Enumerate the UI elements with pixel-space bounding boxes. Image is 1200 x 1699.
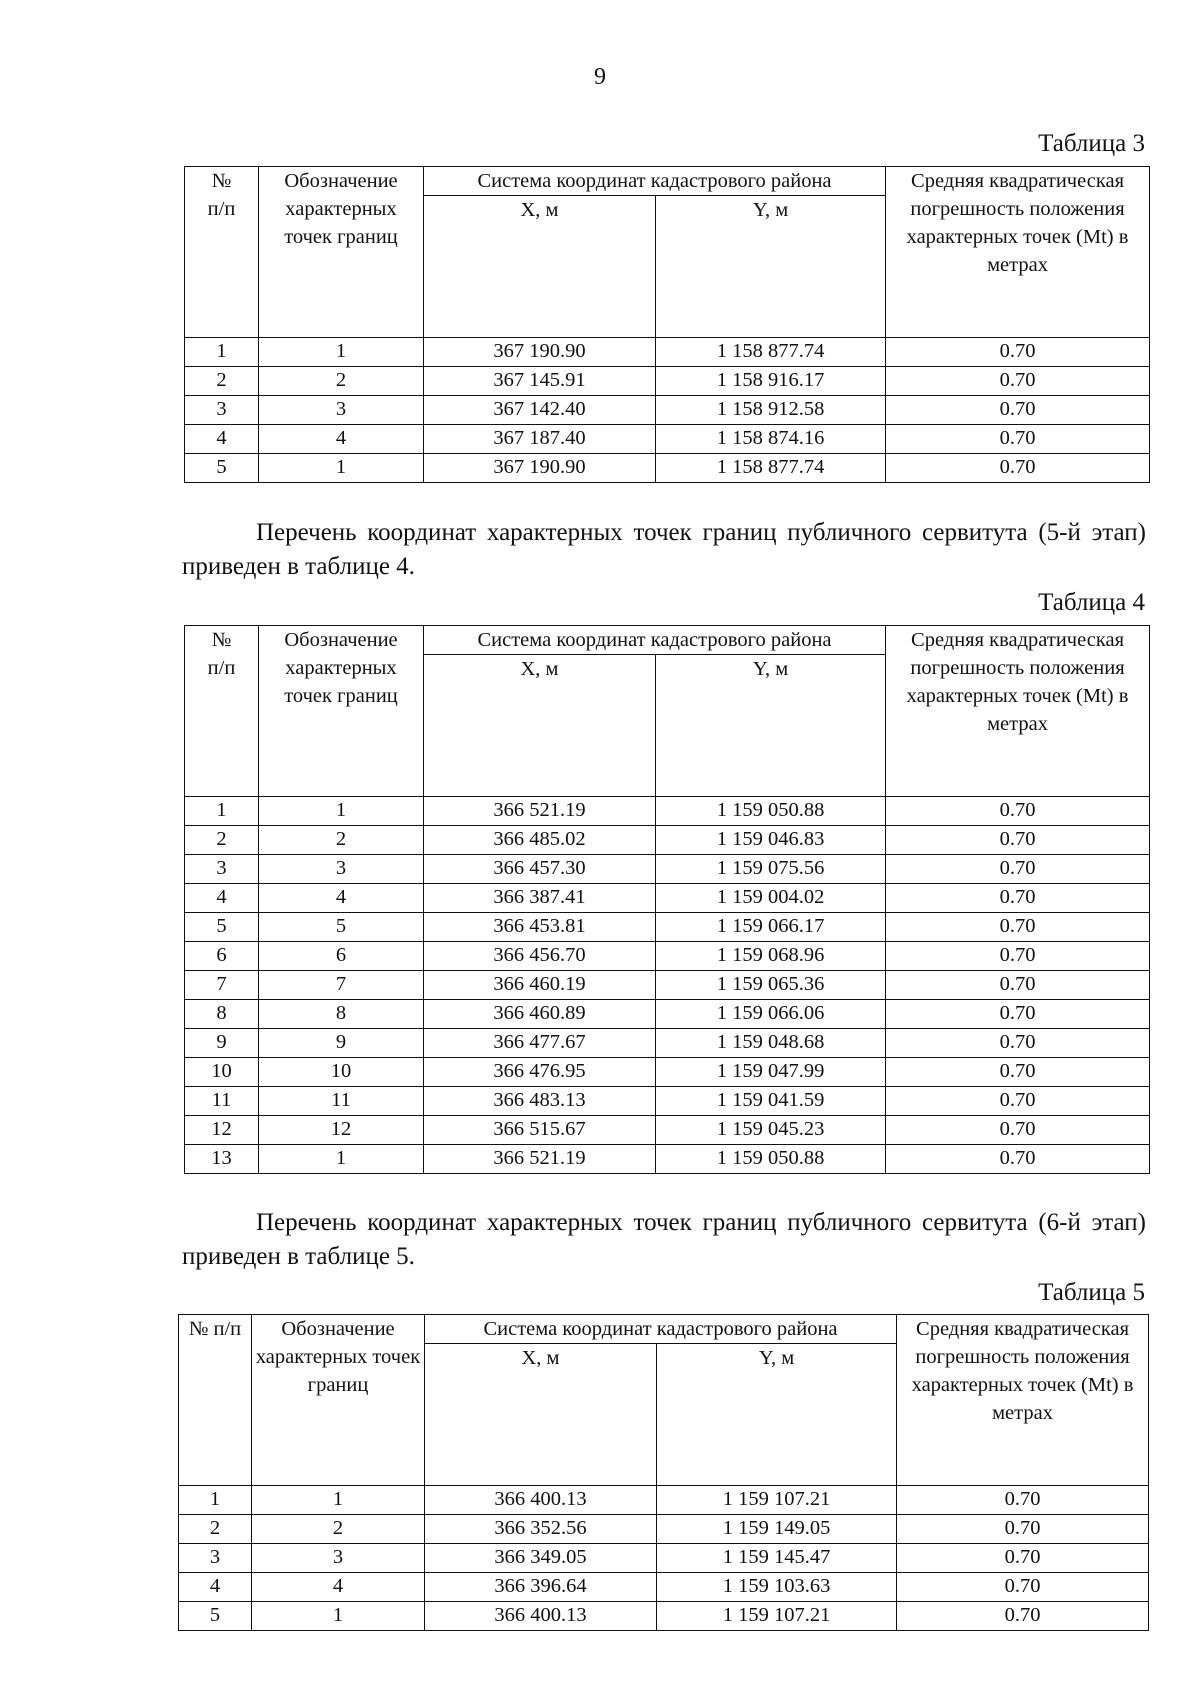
point-designation-cell: 3 — [252, 1544, 425, 1573]
row-number-cell: 7 — [185, 971, 259, 1000]
x-coordinate-cell: 366 396.64 — [425, 1573, 657, 1602]
point-designation-cell: 9 — [259, 1029, 424, 1058]
header-num-line2: п/п — [207, 198, 236, 220]
row-number-cell: 4 — [185, 884, 259, 913]
row-number-cell: 1 — [185, 338, 259, 367]
table4 — [184, 625, 1150, 1174]
y-coordinate-cell: 1 158 877.74 — [656, 454, 886, 483]
table-row — [179, 1602, 1149, 1631]
table-row — [185, 884, 1150, 913]
y-coordinate-cell: 1 158 912.58 — [656, 396, 886, 425]
table4-caption: Таблица 4 — [1038, 589, 1145, 616]
y-coordinate-cell: 1 159 050.88 — [656, 797, 886, 826]
row-number-cell: 1 — [185, 797, 259, 826]
point-designation-cell: 3 — [259, 855, 424, 884]
table3-caption: Таблица 3 — [1038, 130, 1145, 157]
table-row — [185, 396, 1150, 425]
x-coordinate-cell: 366 521.19 — [424, 797, 656, 826]
error-cell: 0.70 — [886, 367, 1150, 396]
point-designation-cell: 1 — [259, 454, 424, 483]
x-coordinate-cell: 366 483.13 — [424, 1087, 656, 1116]
header-num-line1: № — [211, 170, 232, 192]
y-coordinate-cell: 1 158 877.74 — [656, 338, 886, 367]
error-cell: 0.70 — [886, 396, 1150, 425]
x-coordinate-cell: 367 190.90 — [424, 338, 656, 367]
table-row — [185, 942, 1150, 971]
error-cell: 0.70 — [897, 1602, 1149, 1631]
point-designation-cell: 4 — [259, 884, 424, 913]
error-cell: 0.70 — [886, 884, 1150, 913]
error-cell: 0.70 — [886, 1000, 1150, 1029]
row-number-cell: 11 — [185, 1087, 259, 1116]
row-number-cell: 5 — [185, 454, 259, 483]
error-cell: 0.70 — [886, 1116, 1150, 1145]
header-coordinate-system: Система координат кадастрового района — [424, 167, 886, 196]
row-number-cell: 9 — [185, 1029, 259, 1058]
error-cell: 0.70 — [886, 454, 1150, 483]
x-coordinate-cell: 366 515.67 — [424, 1116, 656, 1145]
row-number-cell: 2 — [185, 367, 259, 396]
header-error: Средняя квадратическая погрешность положения характерных точек (Mt) в метрах — [886, 167, 1150, 338]
error-cell: 0.70 — [886, 1029, 1150, 1058]
header-x: X, м — [424, 655, 656, 797]
row-number-cell: 2 — [179, 1515, 252, 1544]
header-coordinate-system: Система координат кадастрового района — [425, 1315, 897, 1344]
row-number-cell: 3 — [179, 1544, 252, 1573]
y-coordinate-cell: 1 159 048.68 — [656, 1029, 886, 1058]
error-cell: 0.70 — [886, 425, 1150, 454]
x-coordinate-cell: 366 387.41 — [424, 884, 656, 913]
x-coordinate-cell: 367 145.91 — [424, 367, 656, 396]
error-cell: 0.70 — [886, 826, 1150, 855]
point-designation-cell: 2 — [259, 367, 424, 396]
y-coordinate-cell: 1 158 916.17 — [656, 367, 886, 396]
x-coordinate-cell: 366 456.70 — [424, 942, 656, 971]
error-cell: 0.70 — [886, 1145, 1150, 1174]
y-coordinate-cell: 1 159 075.56 — [656, 855, 886, 884]
row-number-cell: 5 — [179, 1602, 252, 1631]
x-coordinate-cell: 367 142.40 — [424, 396, 656, 425]
header-x: X, м — [424, 196, 656, 338]
y-coordinate-cell: 1 159 045.23 — [656, 1116, 886, 1145]
table-row — [185, 1145, 1150, 1174]
point-designation-cell: 6 — [259, 942, 424, 971]
table-row — [185, 454, 1150, 483]
point-designation-cell: 2 — [259, 826, 424, 855]
x-coordinate-cell: 366 352.56 — [425, 1515, 657, 1544]
header-designation: Обозначение характерных точек границ — [252, 1315, 425, 1486]
header-error: Средняя квадратическая погрешность положения характерных точек (Mt) в метрах — [886, 626, 1150, 797]
header-num — [185, 167, 259, 338]
y-coordinate-cell: 1 159 047.99 — [656, 1058, 886, 1087]
header-num-line1: № — [211, 629, 232, 651]
point-designation-cell: 1 — [252, 1486, 425, 1515]
x-coordinate-cell: 366 400.13 — [425, 1486, 657, 1515]
table-row — [179, 1544, 1149, 1573]
table-row — [179, 1486, 1149, 1515]
table-row — [185, 367, 1150, 396]
point-designation-cell: 4 — [259, 425, 424, 454]
error-cell: 0.70 — [886, 971, 1150, 1000]
error-cell: 0.70 — [886, 913, 1150, 942]
x-coordinate-cell: 366 477.67 — [424, 1029, 656, 1058]
page-number: 9 — [594, 64, 606, 90]
table-row — [185, 425, 1150, 454]
header-num-line2: п/п — [207, 657, 236, 679]
row-number-cell: 3 — [185, 855, 259, 884]
row-number-cell: 13 — [185, 1145, 259, 1174]
header-coordinate-system: Система координат кадастрового района — [424, 626, 886, 655]
error-cell: 0.70 — [886, 855, 1150, 884]
table-row — [185, 1058, 1150, 1087]
table5 — [178, 1314, 1149, 1631]
point-designation-cell: 1 — [259, 797, 424, 826]
table-row — [185, 855, 1150, 884]
header-num — [185, 626, 259, 797]
table-row — [185, 1029, 1150, 1058]
y-coordinate-cell: 1 159 107.21 — [657, 1602, 897, 1631]
table3 — [184, 166, 1150, 483]
y-coordinate-cell: 1 159 041.59 — [656, 1087, 886, 1116]
table-row — [185, 338, 1150, 367]
header-x: X, м — [425, 1344, 657, 1486]
paragraph-stage6 — [182, 1206, 1146, 1274]
y-coordinate-cell: 1 158 874.16 — [656, 425, 886, 454]
table-row — [179, 1573, 1149, 1602]
y-coordinate-cell: 1 159 149.05 — [657, 1515, 897, 1544]
error-cell: 0.70 — [886, 797, 1150, 826]
header-num: № п/п — [179, 1315, 252, 1486]
x-coordinate-cell: 366 521.19 — [424, 1145, 656, 1174]
error-cell: 0.70 — [897, 1544, 1149, 1573]
table-row — [185, 1087, 1150, 1116]
x-coordinate-cell: 366 485.02 — [424, 826, 656, 855]
error-cell: 0.70 — [886, 942, 1150, 971]
y-coordinate-cell: 1 159 050.88 — [656, 1145, 886, 1174]
error-cell: 0.70 — [897, 1486, 1149, 1515]
point-designation-cell: 10 — [259, 1058, 424, 1087]
table-row — [185, 1000, 1150, 1029]
error-cell: 0.70 — [886, 1087, 1150, 1116]
paragraph-stage5-text: Перечень координат характерных точек границ публичного сервитута (5-й этап) приведен в таблице 4. — [182, 519, 1146, 580]
row-number-cell: 10 — [185, 1058, 259, 1087]
row-number-cell: 6 — [185, 942, 259, 971]
y-coordinate-cell: 1 159 004.02 — [656, 884, 886, 913]
x-coordinate-cell: 366 453.81 — [424, 913, 656, 942]
point-designation-cell: 8 — [259, 1000, 424, 1029]
table-row — [185, 971, 1150, 1000]
x-coordinate-cell: 366 349.05 — [425, 1544, 657, 1573]
point-designation-cell: 2 — [252, 1515, 425, 1544]
row-number-cell: 5 — [185, 913, 259, 942]
paragraph-stage5 — [182, 516, 1146, 584]
point-designation-cell: 5 — [259, 913, 424, 942]
header-designation: Обозначение характерных точек границ — [259, 167, 424, 338]
table-row — [185, 826, 1150, 855]
table-row — [185, 913, 1150, 942]
x-coordinate-cell: 366 460.89 — [424, 1000, 656, 1029]
error-cell: 0.70 — [897, 1515, 1149, 1544]
row-number-cell: 2 — [185, 826, 259, 855]
x-coordinate-cell: 367 190.90 — [424, 454, 656, 483]
y-coordinate-cell: 1 159 066.06 — [656, 1000, 886, 1029]
y-coordinate-cell: 1 159 046.83 — [656, 826, 886, 855]
header-y: Y, м — [657, 1344, 897, 1486]
header-error: Средняя квадратическая погрешность положения характерных точек (Mt) в метрах — [897, 1315, 1149, 1486]
x-coordinate-cell: 366 400.13 — [425, 1602, 657, 1631]
header-designation: Обозначение характерных точек границ — [259, 626, 424, 797]
y-coordinate-cell: 1 159 065.36 — [656, 971, 886, 1000]
x-coordinate-cell: 366 460.19 — [424, 971, 656, 1000]
x-coordinate-cell: 366 457.30 — [424, 855, 656, 884]
y-coordinate-cell: 1 159 107.21 — [657, 1486, 897, 1515]
y-coordinate-cell: 1 159 068.96 — [656, 942, 886, 971]
table-row — [185, 797, 1150, 826]
table-row — [185, 1116, 1150, 1145]
point-designation-cell: 11 — [259, 1087, 424, 1116]
y-coordinate-cell: 1 159 145.47 — [657, 1544, 897, 1573]
y-coordinate-cell: 1 159 066.17 — [656, 913, 886, 942]
y-coordinate-cell: 1 159 103.63 — [657, 1573, 897, 1602]
point-designation-cell: 1 — [259, 338, 424, 367]
point-designation-cell: 7 — [259, 971, 424, 1000]
error-cell: 0.70 — [897, 1573, 1149, 1602]
x-coordinate-cell: 367 187.40 — [424, 425, 656, 454]
paragraph-stage6-text: Перечень координат характерных точек границ публичного сервитута (6-й этап) приведен в таблице 5. — [182, 1209, 1146, 1270]
error-cell: 0.70 — [886, 338, 1150, 367]
table5-caption: Таблица 5 — [1038, 1279, 1145, 1306]
row-number-cell: 1 — [179, 1486, 252, 1515]
point-designation-cell: 12 — [259, 1116, 424, 1145]
x-coordinate-cell: 366 476.95 — [424, 1058, 656, 1087]
point-designation-cell: 1 — [252, 1602, 425, 1631]
row-number-cell: 12 — [185, 1116, 259, 1145]
table-row — [179, 1515, 1149, 1544]
row-number-cell: 4 — [179, 1573, 252, 1602]
header-y: Y, м — [656, 655, 886, 797]
row-number-cell: 3 — [185, 396, 259, 425]
point-designation-cell: 3 — [259, 396, 424, 425]
row-number-cell: 8 — [185, 1000, 259, 1029]
header-y: Y, м — [656, 196, 886, 338]
point-designation-cell: 4 — [252, 1573, 425, 1602]
point-designation-cell: 1 — [259, 1145, 424, 1174]
row-number-cell: 4 — [185, 425, 259, 454]
error-cell: 0.70 — [886, 1058, 1150, 1087]
